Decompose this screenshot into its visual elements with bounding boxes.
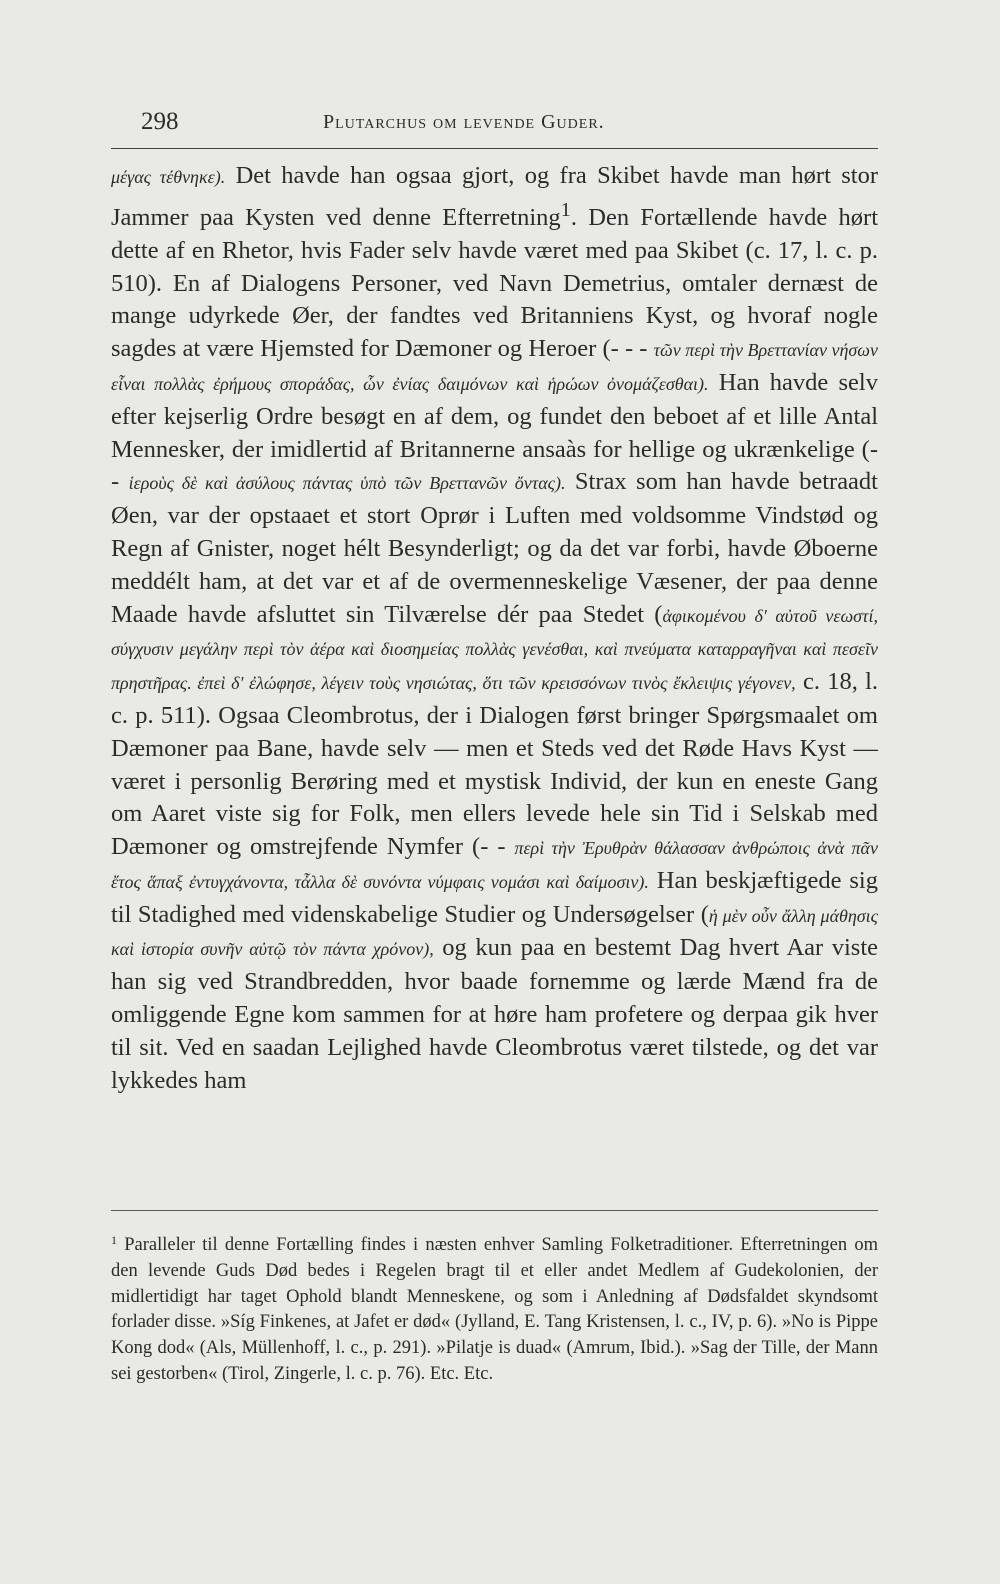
greek-quote: ἡ μὲν οὖν ἄλλη μάθησις καὶ ἱστορία συνῆν αὐτῷ τὸν πάντα χρόνον), [111, 905, 878, 960]
running-title: Plutarchus om levende Guder. [323, 111, 605, 133]
text-segment: Strax som han havde betraadt Øen, var der opstaaet et stort Oprør i Luften med voldsomme Vindstød og Regn af Gnister, noget hélt Besynderligt; og da det var forbi, havde Øboerne meddélt ham, at det var et af de overmenneskelige Væsener, der paa denne Maade havde afsluttet sin Tilværelse dér paa Stedet ( [111, 468, 878, 628]
greek-quote: περὶ τὴν Ἐρυθρὰν θάλασσαν ἀνθρώποις ἀνὰ πᾶν ἔτος ἅπαξ ἐντυγχάνοντα, τἆλλα δὲ συνόντα νύμφαις νομάσι καὶ δαίμοσιν). [111, 838, 878, 892]
text-segment: . Den Fortællende havde hørt dette af en Rhetor, hvis Fader selv havde været med paa Skibet (c. 17, l. c. p. 510). En af Dialogens Personer, ved Navn Demetrius, omtaler dernæst de mange udyrkede Øer, der fandtes ved Britanniens Kyst, og hvoraf nogle sagdes at være Hjemsted for Dæmoner og Heroer (- - - [111, 203, 879, 363]
text-segment: Han havde selv efter kejserlig Ordre besøgt en af dem, og fundet den beboet af et lille Antal Mennesker, der imidlertid af Britannerne ansaàs for hellige og ukrænkelige (- - [111, 368, 878, 496]
greek-quote: ἀφικομένου δ' αὐτοῦ νεωστί, σύγχυσιν μεγάλην περὶ τὸν ἀέρα καὶ διοσημείας πολλὰς γενέσθαι, καὶ πνεύματα καταρραγῆναι καὶ πεσεῖν πρηστῆρας. ἐπεὶ δ' ἐλώφησε, λέγειν τοὺς νησιώτας, ὅτι τῶν κρεισσόνων τινὸς ἔκλειψις γέγονεν, [111, 605, 878, 694]
footnote-reference[interactable]: 1 [560, 198, 571, 221]
body-text [111, 160, 878, 1097]
page-number: 298 [141, 108, 179, 135]
footnote-text: Paralleler til denne Fortælling findes i næsten enhver Samling Folketraditioner. Efterretningen om den levende Guds Død bedes i Regelen bragt til et eller andet Medlem af Gudekolonien, der midlertidigt har taget Ophold blandt Menneskene, og som i Anledning af Dødsfaldet skyndsomt forlader disse. »Síg Finkenes, at Jafet er død« (Jylland, E. Tang Kristensen, l. c., IV, p. 6). »No is Pippe Kong dod« (Als, Müllenhoff, l. c., p. 291). »Pilatje is duad« (Amrum, Ibid.). »Sag der Tille, der Mann sei gestorben« (Tirol, Zingerle, l. c. p. 76). Etc. Etc. [111, 1235, 878, 1384]
greek-quote: μέγας τέθνηκε). [111, 167, 226, 187]
greek-quote: τῶν περὶ τὴν Βρεττανίαν νήσων εἶναι πολλὰς ἐρήμους σποράδας, ὧν ἐνίας δαιμόνων καὶ ἡρώων ὀνομάζεσθαι). [111, 340, 878, 394]
text-segment: Det havde han ogsaa gjort, og fra Skibet havde man hørt stor Jammer paa Kysten ved denne Efterretning [111, 162, 878, 231]
text-segment: Han beskjæftigede sig til Stadighed med videnskabelige Studier og Undersøgelser ( [111, 866, 878, 928]
footnote [111, 1228, 878, 1388]
footnote-divider [111, 1210, 878, 1211]
running-head [111, 108, 878, 149]
greek-quote: ἱεροὺς δὲ καὶ ἀσύλους πάντας ὑπὸ τῶν Βρεττανῶν ὄντας). [128, 473, 566, 494]
text-segment: c. 18, l. c. p. 511). Ogsaa Cleombrotus, der i Dialogen først bringer Spørgsmaalet om Dæmoner paa Bane, havde selv — men et Steds ved det Røde Havs Kyst — været i personlig Berøring med et mystisk Individ, der kun en eneste Gang om Aaret viste sig for Folk, men ellers levede hele sin Tid i Selskab med Dæmoner og omstrejfende Nymfer (- - [111, 668, 878, 861]
footnote-mark: 1 [111, 1233, 117, 1247]
text-segment: og kun paa en bestemt Dag hvert Aar viste han sig ved Strandbredden, hvor baade fornemme og lærde Mænd fra de omliggende Egne kom sammen for at høre ham profetere og derpaa gik hver til sit. Ved en saadan Lejlighed havde Cleombrotus været tilstede, og det var lykkedes ham [111, 934, 878, 1094]
